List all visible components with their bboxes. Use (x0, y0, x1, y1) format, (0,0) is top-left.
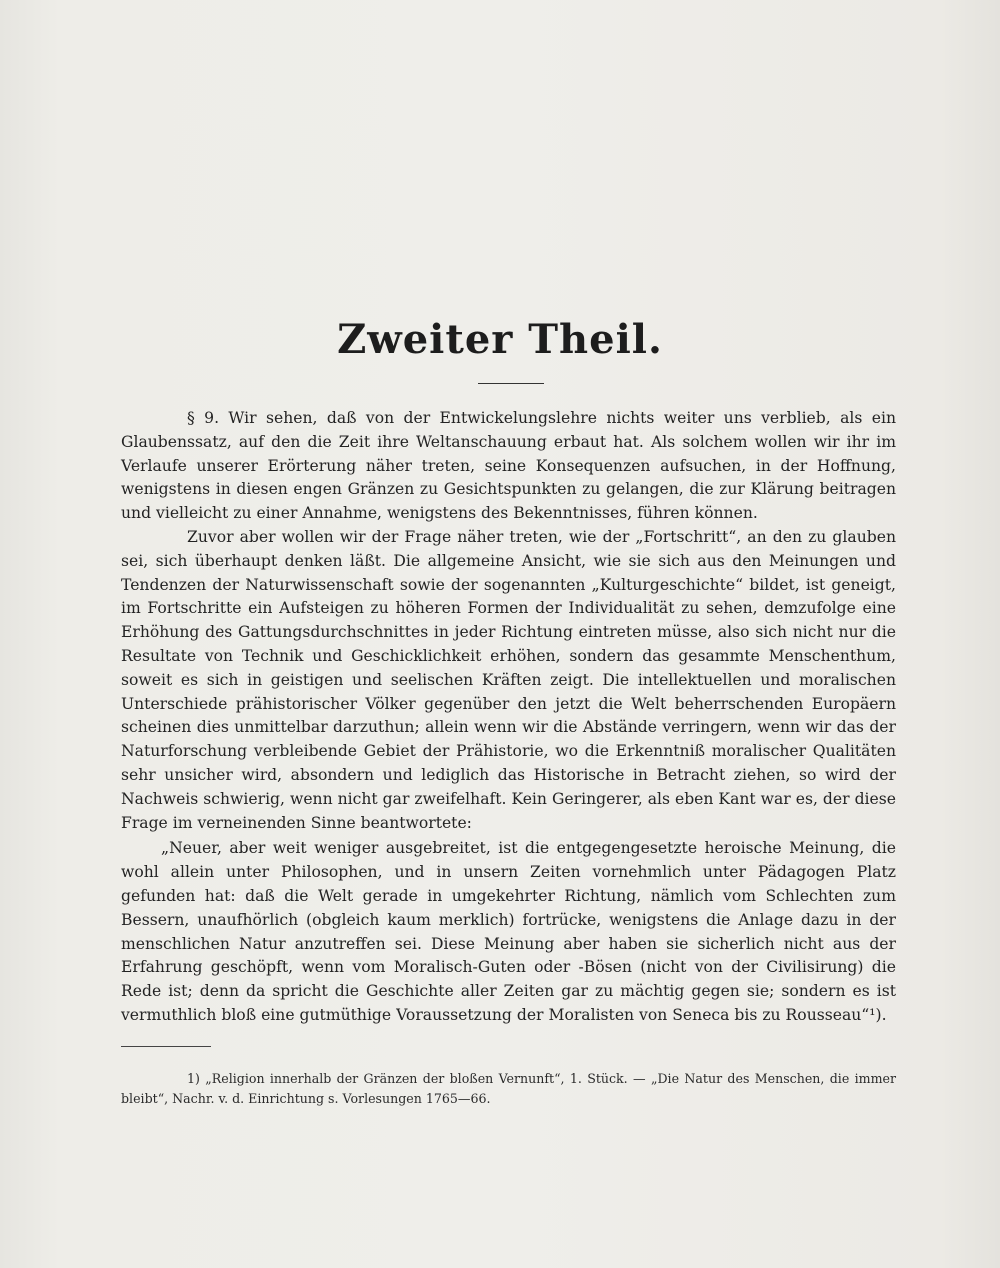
section-title: Zweiter Theil. (337, 316, 663, 363)
title-rule (478, 383, 544, 384)
paragraph-fortschritt: Zuvor aber wollen wir der Frage näher treten, wie der „Fortschritt“, an den zu glauben sei, sich überhaupt denken läßt. Die allgemeine Ansicht, wie sie sich aus den Meinungen und Tendenzen der Naturwissenschaft sowie der sogenannten „Kulturgeschichte“ bildet, ist geneigt, im Fortschritte ein Aufsteigen zu höheren Formen der Individualität zu sehen, demzufolge eine Erhöhung des Gattungsdurchschnittes in jeder Richtung eintreten müsse, also sich nicht nur die Resultate von Technik und Geschicklichkeit erhöhen, sondern das gesammte Menschenthum, soweit es sich in geistigen und seelischen Kräften zeigt. Die intellektuellen und moralischen Unterschiede prähistorischer Völker gegenüber den jetzt die Welt beherrschenden Europäern scheinen dies unmittelbar darzuthun; allein wenn wir die Abstände verringern, wenn wir das der Naturforschung verbleibende Gebiet der Prähistorie, wo die Erkenntniß moralischer Qualitäten sehr unsicher wird, absondern und lediglich das Historische in Betracht ziehen, so wird der Nachweis schwierig, wenn nicht gar zweifelhaft. Kein Geringerer, als eben Kant war es, der diese Frage im verneinenden Sinne beantwortete: (121, 527, 896, 832)
footnote-rule (121, 1046, 211, 1047)
footnote (121, 1069, 896, 1108)
kant-quote: „Neuer, aber weit weniger ausgebreitet, ist die entgegengesetzte heroische Meinung, die wohl allein unter Philosophen, und in unsern Zeiten vornehmlich unter Pädagogen Platz gefunden hat: daß die Welt gerade in umgekehrter Richtung, nämlich vom Schlechten zum Bessern, unaufhörlich (obgleich kaum merklich) fortrücke, wenigstens die Anlage dazu in der menschlichen Natur anzutreffen sei. Diese Meinung aber haben sie sicherlich nicht aus der Erfahrung geschöpft, wenn vom Moralisch-Guten oder -Bösen (nicht von der Civilisirung) die Rede ist; denn da spricht die Geschichte aller Zeiten gar zu mächtig gegen sie; sondern es ist vermuthlich bloß eine gutmüthige Voraussetzung der Moralisten von Seneca bis zu Rousseau“¹). (121, 839, 896, 1024)
footnote-text: 1) „Religion innerhalb der Gränzen der bloßen Vernunft“, 1. Stück. — „Die Natur des Menschen, die immer bleibt“, Nachr. v. d. Einrichtung s. Vorlesungen 1765—66. (121, 1071, 896, 1106)
paragraph-section-9: § 9. Wir sehen, daß von der Entwickelungslehre nichts weiter uns verblieb, als ein Glaubenssatz, auf den die Zeit ihre Weltanschauung erbaut hat. Als solchem wollen wir ihr im Verlaufe unserer Erörterung näher treten, seine Konsequenzen aufsuchen, in der Hoffnung, wenigstens in diesen engen Gränzen zu Gesichtspunkten zu gelangen, die zur Klärung beitragen und vielleicht zu einer Annahme, wenigstens des Bekenntnisses, führen können. (121, 409, 896, 523)
body-text (121, 407, 896, 1028)
